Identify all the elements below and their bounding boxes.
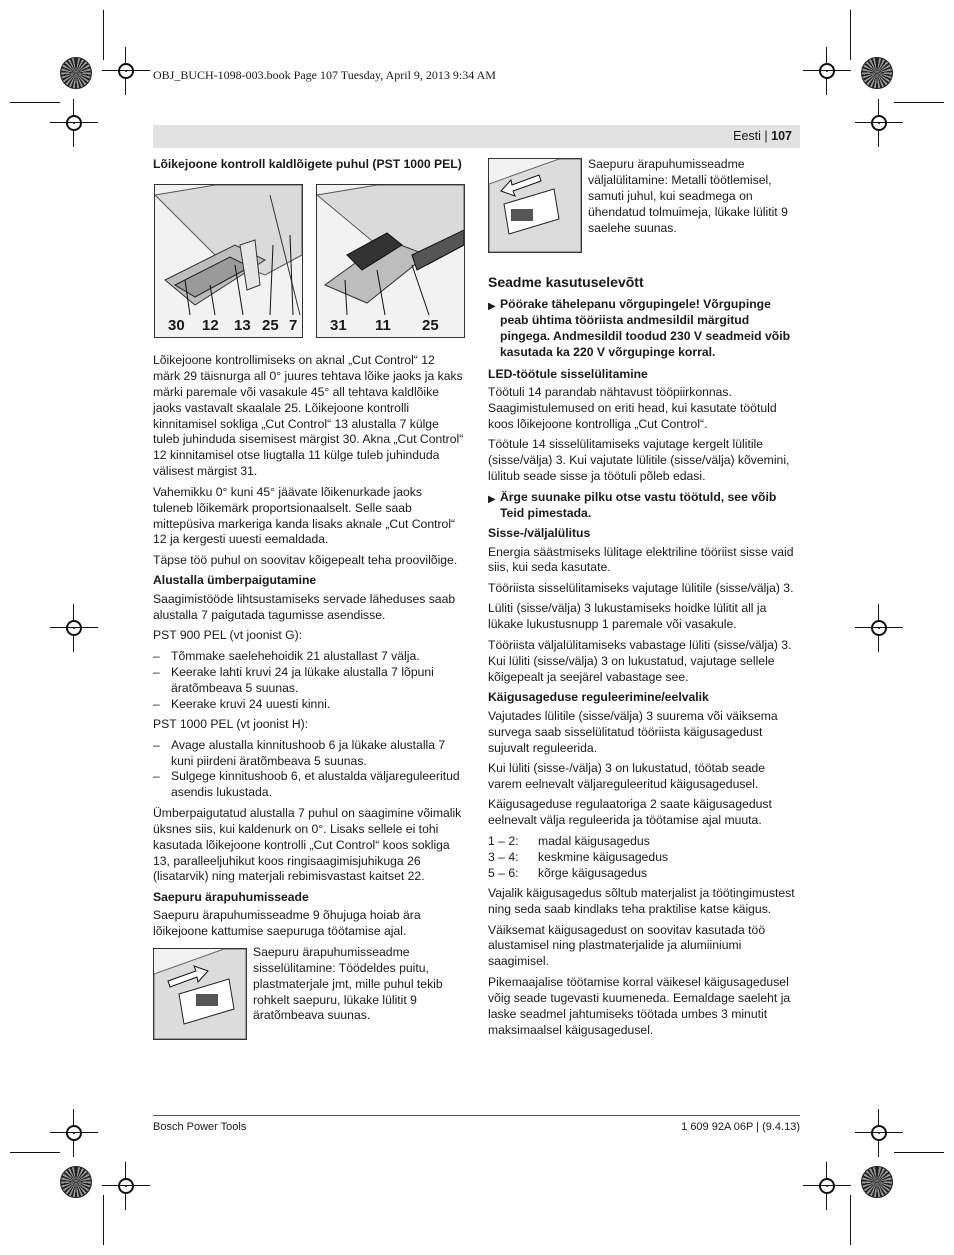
registration-mark-icon <box>116 61 136 81</box>
paragraph: Vajutades lülitile (sisse/välja) 3 suurema või väiksema survega saab sisselülitatud tööriista käigusagedust sujuvalt reguleerida. <box>488 708 778 755</box>
section-heading-start: Seadme kasutuselevõtt <box>488 274 644 290</box>
footer-brand: Bosch Power Tools <box>153 1121 247 1133</box>
switch-illustration <box>154 949 246 1039</box>
paragraph: Ümberpaigutatud alustalla 7 puhul on saagimine võimalik üksnes siis, kui kaldenurk on 0°. Lisaks sellele ei tohi kasutada lõikejoone kontrolli „Cut Control“ koos sokliga 13, paralleeljuhikut koos ringisaagimisjuhikuga 26 (lisatarvik) ning materjali rebimisvastast kaitset 22. <box>153 805 462 884</box>
trim-mark <box>10 102 60 103</box>
blow-on-block <box>153 945 465 1040</box>
registration-mark-icon <box>116 1176 136 1196</box>
blow-switch-on-figure <box>153 948 247 1040</box>
cut-control-figure-2 <box>316 184 465 338</box>
section-heading-cut-control: Lõikejoone kontroll kaldlõigete puhul (PST 1000 PEL) <box>153 157 462 171</box>
saw-base-illustration <box>155 185 302 337</box>
figure-label: 25 <box>262 317 279 334</box>
triangle-bullet-icon: ▶ <box>488 493 496 505</box>
warning-text: Pöörake tähelepanu võrgupingele! Võrgupinge peab ühtima tööriista andmesildil märgitud pingega. Andmesildil toodud 230 V seadmeid võib kasutada ka 220 V võrgupinge korral. <box>500 296 791 359</box>
registration-mark-icon <box>64 1123 84 1143</box>
blow-off-block <box>488 157 800 253</box>
registration-mark-icon <box>817 61 837 81</box>
trim-mark <box>103 10 104 60</box>
figure-label: 12 <box>202 317 219 334</box>
registration-mark-icon <box>64 618 84 638</box>
triangle-bullet-icon: ▶ <box>488 300 496 312</box>
cut-control-figure-1 <box>154 184 303 338</box>
trim-mark <box>894 102 944 103</box>
paragraph: Energia säästmiseks lülitage elektriline tööriist sisse vaid siis, kui seda kasutate. <box>488 544 794 575</box>
list-item: – Avage alustalla kinnitushoob 6 ja lükake alustalla 7 kuni piirdeni äratõmbeava 5 suunas. <box>153 738 465 770</box>
paragraph: Käigusageduse regulaatoriga 2 saate käigusagedust eelnevalt välja reguleerida ja töötamise ajal muuta. <box>488 797 772 828</box>
figure-label: 11 <box>375 317 391 334</box>
registration-rosette-icon <box>861 1166 893 1198</box>
paragraph: Saepuru ärapuhumisseadme väljalülitamine: Metalli töötlemisel, samuti juhul, kui seadmega on ühendatud tolmuimeja, lükake lülitit 9 saelehe suunas. <box>588 157 788 235</box>
footer-doc-number: 1 609 92A 06P | (9.4.13) <box>681 1121 800 1133</box>
list-item: – Keerake lahti kruvi 24 ja lükake alustalla 7 lõpuni äratõmbeava 5 suunas. <box>153 665 465 697</box>
figure-label: 7 <box>289 317 298 334</box>
list-item-text: Keerake lahti kruvi 24 ja lükake alustalla 7 lõpuni äratõmbeava 5 suunas. <box>171 664 434 695</box>
paragraph: Kui lüliti (sisse-/välja) 3 on lukustatud, töötab seade varem eelnevalt väljareguleeritud käigusagedusel. <box>488 761 766 791</box>
paragraph: Tööriista sisselülitamiseks vajutage lülitile (sisse/välja) 3. <box>488 580 794 595</box>
speed-range: 5 – 6: <box>488 865 519 880</box>
paragraph: PST 1000 PEL (vt joonist H): <box>153 717 309 732</box>
table-row <box>488 850 800 866</box>
paragraph: Pikemaajalise töötamise korral väikesel käigusagedusel võig seade tugevasti kuumeneda. Eemaldage saeleht ja laske seadmel jahtumiseks töötada umbes 3 minutit maksimaalsel käigusagedusel. <box>488 974 791 1037</box>
figure-label: 25 <box>422 317 439 334</box>
list-item: – Tõmmake saelehehoidik 21 alustallast 7 välja. <box>153 648 420 663</box>
blow-switch-off-figure <box>488 158 582 253</box>
registration-rosette-icon <box>861 57 893 89</box>
paragraph: Töötuli 14 parandab nähtavust tööpiirkonnas. Saagimistulemused on eriti head, kui kasutate töötuld koos lõikejoone kontrolliga „Cut Control“. <box>488 385 777 431</box>
section-heading-led: LED-töötule sisselülitamine <box>488 366 648 381</box>
paragraph: PST 900 PEL (vt joonist G): <box>153 628 303 643</box>
trim-mark <box>10 1152 60 1153</box>
figure-label: 31 <box>330 317 347 334</box>
saw-base-illustration <box>317 185 464 337</box>
registration-rosette-icon <box>60 1166 92 1198</box>
figure-label: 30 <box>168 317 185 334</box>
registration-mark-icon <box>817 1176 837 1196</box>
registration-mark-icon <box>869 113 889 133</box>
paragraph: Lüliti (sisse/välja) 3 lukustamiseks hoidke lülitit all ja lükake lukustusnupp 1 paremale või vasakule. <box>488 601 767 632</box>
page-header-bar <box>153 125 800 148</box>
paragraph: Tööriista väljalülitamiseks vabastage lüliti (sisse/välja) 3. Kui lüliti (sisse/välja) 3 on lukustatud, vajutage sellele kõigepealt ja seejärel vabastage see. <box>488 637 792 684</box>
registration-mark-icon <box>64 113 84 133</box>
warning-text: Ärge suunake pilku otse vastu töötuld, see võib Teid pimestada. <box>500 489 777 520</box>
list-item-text: Sulgege kinnitushoob 6, et alustalda väljareguleeritud asendis lukustada. <box>171 769 460 800</box>
trim-mark <box>850 1195 851 1245</box>
language-label: Eesti <box>733 129 761 143</box>
paragraph: Väiksemat käigusagedust on soovitav kasutada töö alustamisel ning plastmaterjalide ja alumiiniumi saagimisel. <box>488 922 766 969</box>
speed-description: madal käigusagedus <box>538 833 650 848</box>
paragraph: Saepuru ärapuhumisseadme 9 õhujuga hoiab ära lõikejoone kattumise saepuruga töötamise ajal. <box>153 908 421 939</box>
paragraph: Saepuru ärapuhumisseadme sisselülitamine: Töödeldes puitu, plastmaterjale jmt, mille puhul tekib rohkelt saepuru, lükake lülitit 9 äratõmbeava suunas. <box>253 944 443 1023</box>
table-row <box>488 866 800 882</box>
section-heading-blow: Saepuru ärapuhumisseade <box>153 889 309 904</box>
section-heading-speed: Käigusageduse reguleerimine/eelvalik <box>488 690 709 705</box>
dash-list <box>153 738 465 802</box>
speed-table <box>488 834 800 882</box>
section-heading-switch: Sisse-/väljalülitus <box>488 526 591 541</box>
list-item-text: Keerake kruvi 24 uuesti kinni. <box>171 696 331 711</box>
table-row <box>488 834 800 850</box>
figure-row <box>153 184 465 344</box>
trim-mark <box>103 1195 104 1245</box>
paragraph: Saagimistööde lihtsustamiseks servade läheduses saab alustalla 7 paigutada tagumisse asendisse. <box>153 591 456 622</box>
section-heading-shift: Alustalla ümberpaigutamine <box>153 573 317 588</box>
footer-rule <box>153 1115 800 1116</box>
page-number: 107 <box>771 129 792 143</box>
registration-mark-icon <box>869 618 889 638</box>
figure-label: 13 <box>234 317 251 334</box>
speed-description: keskmine käigusagedus <box>538 849 669 864</box>
print-header: OBJ_BUCH-1098-003.book Page 107 Tuesday, April 9, 2013 9:34 AM <box>153 68 496 82</box>
list-item: – Keerake kruvi 24 uuesti kinni. <box>153 696 331 711</box>
registration-mark-icon <box>869 1123 889 1143</box>
paragraph: Töötule 14 sisselülitamiseks vajutage kergelt lülitile (sisse/välja) 3. Kui vajutate lülitile (sisse/välja) kõvemini, lülitub seade sisse ja töötuli põleb edasi. <box>488 437 790 484</box>
trim-mark <box>894 1152 944 1153</box>
trim-mark <box>850 10 851 60</box>
paragraph: Täpse töö puhul on soovitav kõigepealt teha proovilõige. <box>153 552 458 567</box>
right-column <box>488 157 800 1043</box>
header-separator: | <box>760 129 772 143</box>
paragraph: Vajalik käigusagedus sõltub materjalist ja töötingimustest ning seda saab kindlaks teha praktilise katse käigus. <box>488 886 795 917</box>
dash-list <box>153 649 465 713</box>
warning-item <box>488 490 800 522</box>
paragraph: Lõikejoone kontrollimiseks on aknal „Cut Control“ 12 märk 29 täisnurga all 0° juures tehtava lõike jaoks ja kaks märki paremale või vasakule 45° all tehtava kaldlõike jaoks vastavalt skaalale 25. Lõikejoone kontrolli kinnitamisel sokliga „Cut Control“ 13 alustalla 7 külge tuleb juhinduda sisemisest märgist 30. Akna „Cut Control“ 12 kinnitamisel otse liugtalla 11 külge tuleb juhinduda välisest märgist 31. <box>153 352 464 479</box>
speed-range: 3 – 4: <box>488 849 519 864</box>
left-column <box>153 157 465 1040</box>
switch-illustration <box>489 159 581 252</box>
warning-item <box>488 297 800 361</box>
list-item-text: Tõmmake saelehehoidik 21 alustallast 7 välja. <box>171 648 420 663</box>
speed-description: kõrge käigusagedus <box>538 865 648 880</box>
registration-rosette-icon <box>60 57 92 89</box>
list-item-text: Avage alustalla kinnitushoob 6 ja lükake alustalla 7 kuni piirdeni äratõmbeava 5 suunas. <box>171 737 446 768</box>
page-header-label <box>733 129 792 143</box>
paragraph: Vahemikku 0° kuni 45° jäävate lõikenurkade jaoks tuleneb lõikemärk proportsionaalselt. Selle saab mittepüsiva markeriga kanda lisaks aknale „Cut Control“ 12 ja kergesti uuesti eemaldada. <box>153 484 456 547</box>
list-item: – Sulgege kinnitushoob 6, et alustalda väljareguleeritud asendis lukustada. <box>153 769 465 801</box>
speed-range: 1 – 2: <box>488 833 519 848</box>
